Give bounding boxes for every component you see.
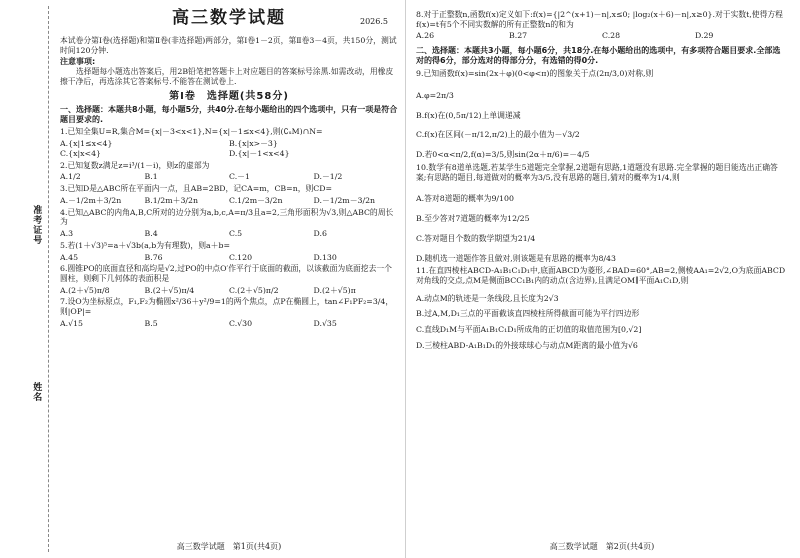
option-b: B.1 [144, 172, 158, 182]
section-two-heading: 二、选择题：本题共3小题，每小题6分，共18分.在每小题给出的选项中，有多项符合题目要求.全部选对的得6分，部分选对的得部分分，有选错的得0分. [416, 46, 781, 66]
option-d: D.随机选一道题作答且做对,则该题是有思路的概率为8/43 [416, 253, 616, 263]
exam-page-1 [60, 0, 398, 558]
option-d: D.若0<α<π/2,f(α)=3/5,则sin(2α＋π/6)=－4/5 [416, 150, 590, 160]
option-a: A.动点M的轨迹是一条线段,且长度为2√3 [416, 293, 559, 303]
option-c: C.f(x)在区间(－π/12,π/2)上的最小值为－√3/2 [416, 130, 580, 140]
option-b: B.(2＋√5)π/4 [144, 285, 195, 295]
option-b: B.27 [509, 31, 528, 41]
option-c: C.答对题目个数的数学期望为21/4 [416, 233, 536, 243]
option-d: D.6 [313, 229, 327, 239]
option-d: D.29 [695, 31, 714, 41]
option-c: C.{x|x<4} [60, 148, 102, 158]
option-a: A.{x|1≤x<4} [60, 139, 113, 149]
options-row [60, 319, 398, 329]
question-stem: 7.设O为坐标原点，F₁,F₂为椭圆x²/36＋y²/9=1的两个焦点，点P在椭圆上，tan∠F₁PF₂=3/4，则|OP|= [60, 297, 394, 317]
page-footer: 高三数学试题 第1页(共4页) [176, 542, 282, 551]
options-column [416, 184, 788, 263]
question-4 [60, 208, 398, 239]
option-a: A.－1/2m＋3/2n [60, 195, 122, 205]
question-stem: 10.数学有8道单选题,若某学生5道题完全掌握,2道题有思路,1道题没有思路.完全掌握的题目能选出正确答案;有思路的题目,每道做对的概率为3/5,没有思路的题目,猜对的概率为1/4,则 [416, 162, 778, 182]
option-b: B.1/2m＋3/2n [144, 195, 199, 205]
option-a: A.1/2 [60, 172, 81, 182]
option-b: B.f(x)在(0,5π/12)上单调递减 [416, 110, 521, 120]
option-a: A.答对8道题的概率为9/100 [416, 194, 514, 204]
question-stem: 1.已知全集U=R,集合M={x|－3<x<1},N={x|－1≤x<4},则(∁ᵤM)∩N= [60, 127, 323, 137]
option-c: C.直线D₁M与平面A₁B₁C₁D₁所成角的正切值的取值范围为[0,√2] [416, 325, 642, 335]
option-b: B.至少答对7道题的概率为12/25 [416, 214, 530, 224]
exam-page-2 [416, 0, 788, 558]
options-column [416, 81, 788, 160]
option-d: D.－1/2 [313, 172, 343, 182]
question-3 [60, 184, 398, 205]
options-row [416, 31, 788, 41]
part-one-title: 第Ⅰ卷 选择题(共58分) [169, 90, 289, 102]
options-column [416, 288, 788, 351]
option-a: A.26 [416, 31, 435, 41]
question-stem: 8.对于正整数n,函数f(x)定义如下:f(x)={|2^(x+1)－n|,x≤0; |log₂(x＋6)－n|,x≥0}.对于实数t,使得方程f(x)=t有5个不同实数解的所有正整数n的和为 [416, 10, 783, 29]
option-d: D.(2＋√5)π [313, 285, 356, 295]
page-divider [405, 0, 406, 558]
option-a: A.φ=2π/3 [416, 90, 454, 100]
option-b: B.{x|x>－3} [229, 139, 278, 149]
question-list [60, 127, 398, 328]
question-stem: 3.已知D是△ABC所在平面内一点，且AB=2BD，记CA=m，CB=n，则CD= [60, 184, 333, 194]
question-10 [416, 163, 788, 263]
question-stem: 4.已知△ABC的内角A,B,C所对的边分别为a,b,c,A=π/3且a=2,三角形面积为√3,则△ABC的周长为 [60, 207, 394, 227]
option-d: D.{x|－1<x<4} [229, 148, 290, 158]
option-c: C.√30 [229, 318, 253, 328]
question-6 [60, 264, 398, 295]
notes-heading: 注意事项: [60, 57, 96, 67]
options-row [60, 286, 398, 296]
question-stem: 11.在直四棱柱ABCD-A₁B₁C₁D₁中,底面ABCD为菱形,∠BAD=60°,AB=2,侧棱AA₁=2√2,O为底面ABCD对角线的交点,点M是侧面BCC₁B₁内的动点(含边界),且满足OM∥平面A₁C₁D,则 [416, 266, 786, 286]
exam-intro: 本试卷分第Ⅰ卷(选择题)和第Ⅱ卷(非选择题)两部分，第Ⅰ卷1－2页，第Ⅱ卷3－4页，共150分，测试时间120分钟. [60, 36, 397, 55]
option-d: D.－1/2m－3/2n [313, 195, 376, 205]
name-label: 姓名 [31, 382, 42, 402]
option-d: D.三棱柱ABD-A₁B₁D₁的外接球球心与动点M距离的最小值为√6 [416, 340, 638, 350]
question-11 [416, 266, 788, 350]
option-b: B.76 [144, 252, 163, 262]
option-a: A.√15 [60, 318, 83, 328]
exam-number-label: 准考证号 [31, 205, 42, 245]
option-a: A.45 [60, 252, 79, 262]
option-d: D.130 [313, 252, 337, 262]
option-a: A.3 [60, 229, 74, 239]
question-2 [60, 161, 398, 182]
options-row [60, 229, 398, 239]
cut-line [48, 6, 49, 552]
option-c: C.5 [229, 229, 243, 239]
page-title: 高三数学试题 [172, 8, 286, 28]
options-row [60, 196, 398, 206]
options-row [60, 253, 398, 263]
option-b: B.5 [144, 318, 158, 328]
exam-date: 2026.5 [360, 17, 388, 26]
section-one-heading: 一、选择题：本题共8小题，每小题5分，共40分.在每小题给出的四个选项中，只有一项是符合题目要求的. [60, 105, 398, 125]
option-c: C.－1 [229, 172, 250, 182]
question-9 [416, 69, 788, 160]
options-row [60, 139, 398, 158]
question-8 [416, 10, 788, 41]
question-5 [60, 241, 398, 262]
option-c: C.120 [229, 252, 253, 262]
question-stem: 6.圆锥PO的底面直径和高均是√2,过PO的中点O′作平行于底面的截面，以该截面为底面挖去一个圆柱，则剩下几何体的表面积是 [60, 264, 392, 283]
option-c: C.28 [602, 31, 621, 41]
option-b: B.过A,M,D₁三点的平面截该直四棱柱所得截面可能为平行四边形 [416, 309, 640, 319]
question-7 [60, 297, 398, 328]
option-a: A.(2＋√5)π/8 [60, 285, 110, 295]
option-d: D.√35 [313, 318, 337, 328]
option-b: B.4 [144, 229, 158, 239]
question-1 [60, 127, 398, 158]
question-stem: 2.已知复数z满足z=i³/(1－i)，则z的虚部为 [60, 160, 210, 170]
notes-text: 选择题每小题选出答案后，用2B铅笔把答题卡上对应题目的答案标号涂黑.如需改动，用橡皮擦干净后，再选涂其它答案标号.不能答在测试卷上. [60, 67, 394, 87]
question-stem: 9.已知函数f(x)=sin(2x＋φ)(0<φ<π)的图象关于点(2π/3,0)对称,则 [416, 69, 654, 79]
binding-gutter [0, 0, 58, 558]
option-c: C.(2＋√5)π/2 [229, 285, 279, 295]
page-footer: 高三数学试题 第2页(共4页) [549, 542, 655, 551]
question-stem: 5.若(1＋√3)⁵=a＋√3b(a,b为有理数)，则a＋b= [60, 240, 230, 250]
option-c: C.1/2m－3/2n [229, 195, 283, 205]
options-row [60, 172, 398, 182]
